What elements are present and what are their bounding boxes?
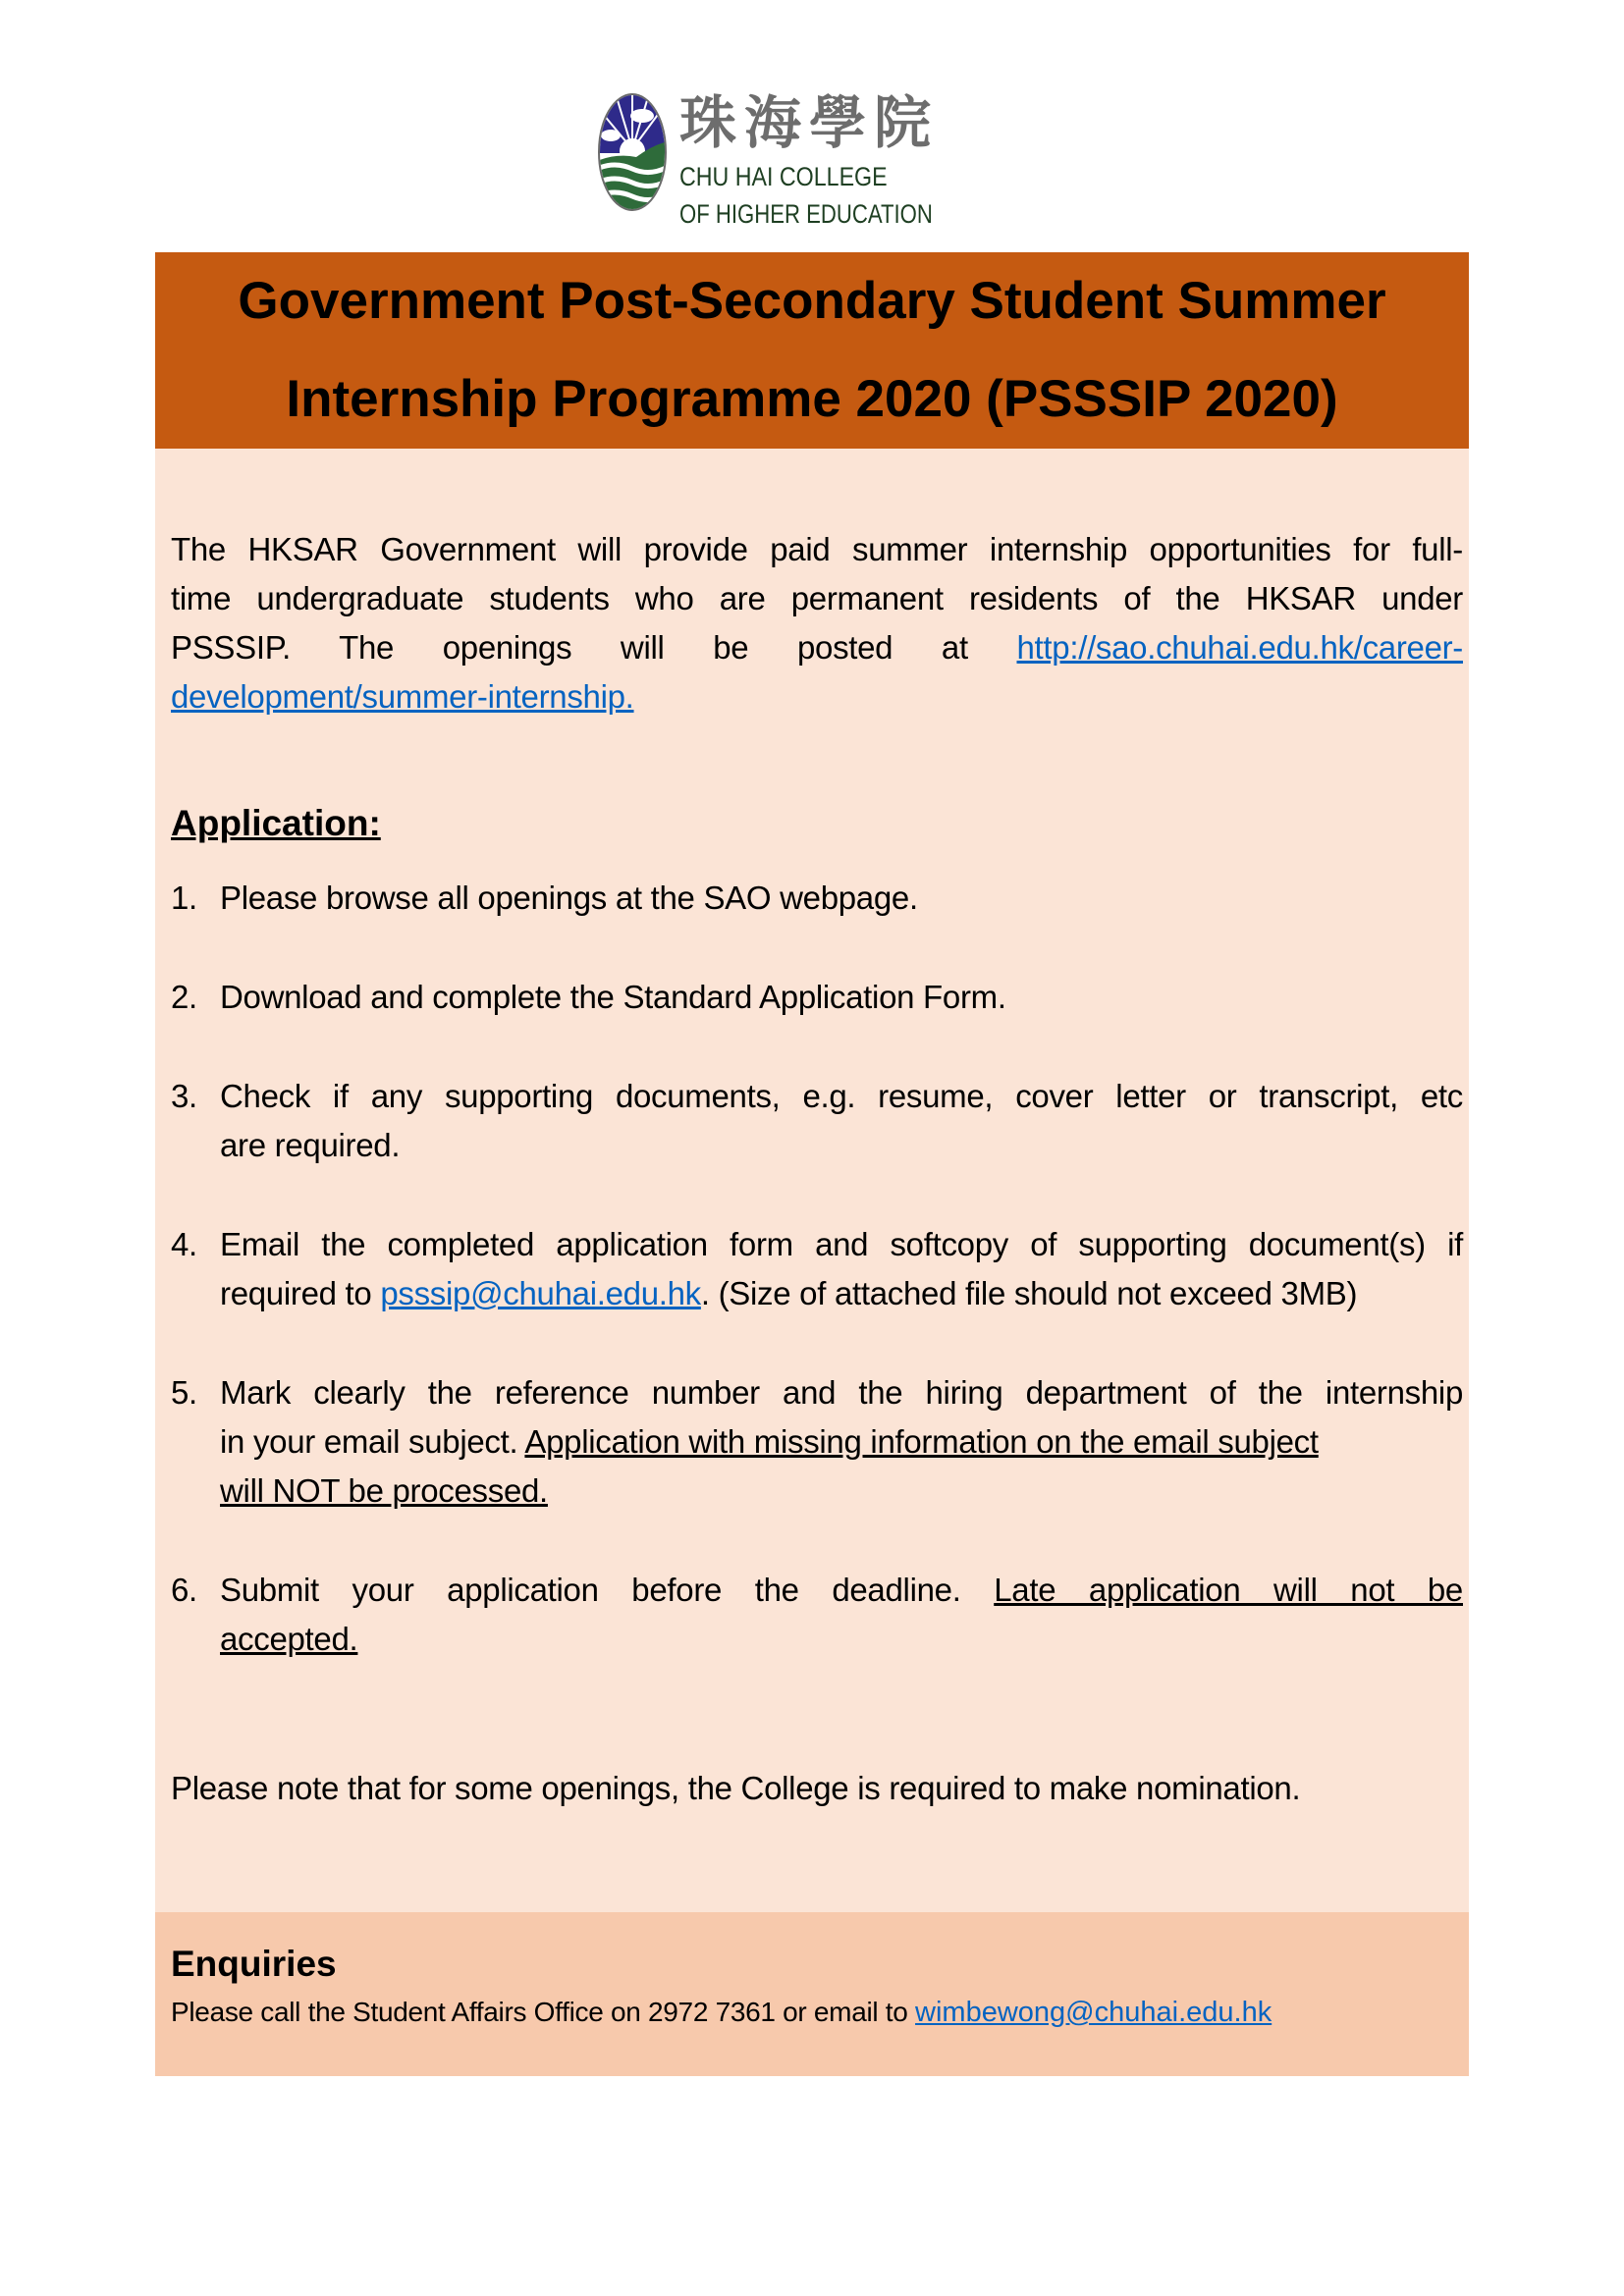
- late-application-warning-continued: accepted.: [220, 1621, 358, 1657]
- step-text-prefix: required to: [220, 1275, 381, 1311]
- application-step-6: [171, 1566, 1463, 1664]
- logo-english-line1: CHU HAI COLLEGE: [679, 162, 888, 191]
- sao-internship-link[interactable]: http://sao.chuhai.edu.hk/career-: [1016, 629, 1463, 666]
- enquiries-email-link[interactable]: wimbewong@chuhai.edu.hk: [915, 1997, 1272, 2028]
- logo-chinese-name: 珠海學院: [679, 89, 940, 156]
- step-number: 2.: [171, 979, 197, 1015]
- application-step-4: [171, 1220, 1463, 1318]
- step-number: 6.: [171, 1572, 197, 1608]
- intro-line-1: The HKSAR Government will provide paid summer internship opportunities for full-: [171, 531, 1463, 567]
- intro-paragraph: [171, 525, 1463, 721]
- missing-info-warning: Application with missing information on the email subject: [524, 1423, 1319, 1460]
- step-text-line-1: Mark clearly the reference number and the hiring department of the internship: [220, 1374, 1463, 1411]
- not-processed-warning: will NOT be processed.: [220, 1472, 548, 1509]
- step-text: Please browse all openings at the SAO webpage.: [220, 880, 918, 916]
- title-banner: [155, 252, 1469, 449]
- step-text-prefix: in your email subject.: [220, 1423, 525, 1460]
- step-text-line-2: are required.: [220, 1127, 401, 1163]
- nomination-note: Please note that for some openings, the College is required to make nomination.: [171, 1770, 1301, 1806]
- college-emblem-icon: [597, 92, 668, 212]
- enquiries-text: [171, 1991, 1272, 2034]
- sao-internship-link-continued[interactable]: development/summer-internship.: [171, 678, 634, 715]
- intro-line-3-text: PSSSIP. The openings will be posted at: [171, 629, 968, 666]
- late-application-warning: Late application will not be: [994, 1572, 1463, 1608]
- application-step-2: [171, 973, 1463, 1022]
- step-text-line-2: [220, 1417, 1463, 1467]
- application-step-1: [171, 874, 1463, 923]
- college-logo: [597, 88, 940, 236]
- enquiries-heading: Enquiries: [171, 1944, 337, 1984]
- intro-line-2: time undergraduate students who are permanent residents of the HKSAR under: [171, 580, 1463, 616]
- logo-english-line2: OF HIGHER EDUCATION: [679, 199, 933, 229]
- step-number: 3.: [171, 1078, 197, 1114]
- title-line-1: Government Post-Secondary Student Summer: [238, 272, 1386, 330]
- step-text-prefix: Submit your application before the deadline.: [220, 1572, 995, 1608]
- step-number: 1.: [171, 880, 197, 916]
- step-text-line-2: [220, 1269, 1463, 1318]
- step-number: 4.: [171, 1226, 197, 1262]
- title-line-2: Internship Programme 2020 (PSSSIP 2020): [286, 370, 1338, 428]
- enquiries-contact-text: Please call the Student Affairs Office on 2972 7361 or email to: [171, 1997, 916, 2027]
- intro-line-3: [171, 623, 1463, 672]
- step-text-line-1: [220, 1566, 1463, 1615]
- step-number: 5.: [171, 1374, 197, 1411]
- step-text-line-1: Email the completed application form and softcopy of supporting document(s) if: [220, 1226, 1463, 1262]
- psssip-email-link[interactable]: psssip@chuhai.edu.hk: [380, 1275, 701, 1311]
- intro-line-4: [171, 672, 1463, 721]
- step-text-suffix: . (Size of attached file should not exceed 3MB): [700, 1275, 1358, 1311]
- application-step-3: [171, 1072, 1463, 1170]
- step-text-line-3: [220, 1467, 1463, 1516]
- step-text-line-2: [220, 1615, 1463, 1664]
- step-text-line-1: Check if any supporting documents, e.g. resume, cover letter or transcript, etc: [220, 1078, 1463, 1114]
- application-heading: Application:: [171, 803, 381, 843]
- application-step-5: [171, 1368, 1463, 1516]
- step-text: Download and complete the Standard Application Form.: [220, 979, 1006, 1015]
